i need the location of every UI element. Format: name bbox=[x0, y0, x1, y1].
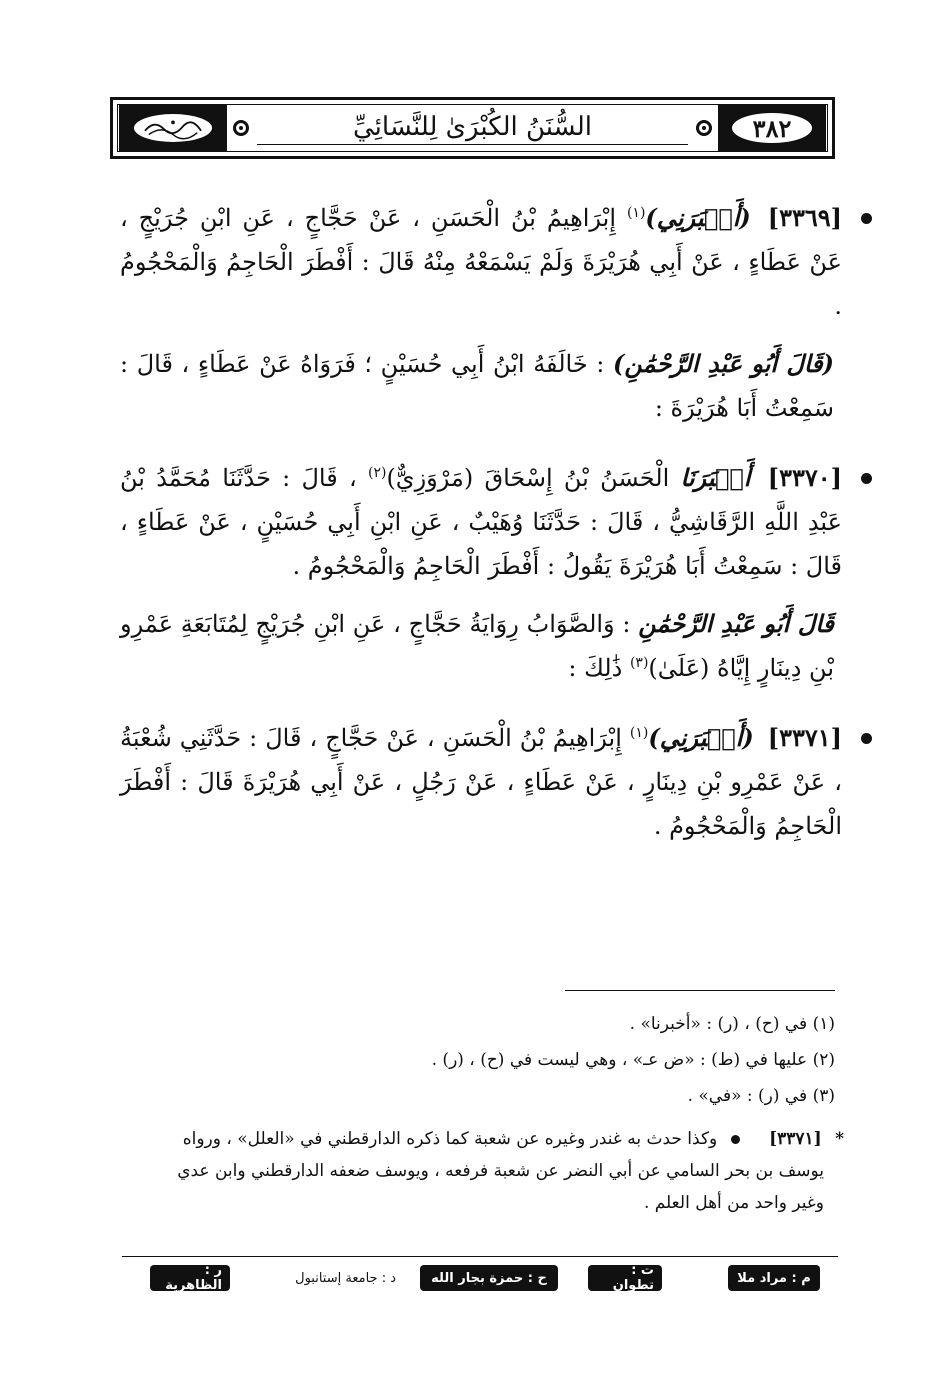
hadith-number: [٣٣٦٩] bbox=[767, 203, 842, 232]
hadith-text: وَالْمَحْجُومُ . bbox=[653, 812, 767, 840]
hadith-number: [٣٣٧١] bbox=[767, 723, 842, 752]
hadith-text: عَطَاءٍ ، عَنْ أَبِي هُرَيْرَةَ وَلَمْ يَسْمَعْهُ مِنْهُ قَالَ : أَفْطَرَ الْحَاجِمُ وَالْمَحْجُومُ . bbox=[120, 248, 842, 320]
comment-line: يوسف بن بحر السامي عن أبي النضر عن شعبة فرفعه ، ويوسف ضعفه الدارقطني وابن عدي bbox=[177, 1161, 824, 1181]
editor-comment bbox=[120, 1123, 842, 1219]
legend-badge-t: ت : تطوان bbox=[588, 1265, 662, 1291]
hadith-text: إِبْرَاهِيمُ بْنُ الْحَسَنِ ، عَنْ حَجَّاجٍ ، قَالَ : حَدَّثَنِي شُعْبَةُ ، bbox=[120, 724, 842, 796]
footnote-1: (١) في (ح) ، (ر) : «أخبرنا» . bbox=[629, 1014, 835, 1034]
legend-badge-r: ر : الظاهرية bbox=[150, 1265, 230, 1291]
footnote-3: (٣) في (ر) : «في» . bbox=[687, 1086, 835, 1106]
comment-line bbox=[120, 1123, 844, 1155]
footnote-marker: (١) bbox=[629, 725, 649, 741]
hadith-text: ، قَالَ : حَدَّثَنَا مُحَمَّدُ بْنُ bbox=[120, 464, 357, 492]
hadith-text: عَنْ عَمْرِو بْنِ دِينَارٍ ، عَنْ عَطَاءٍ ، عَنْ رَجُلٍ ، عَنْ أَبِي هُرَيْرَةَ قَالَ : أَفْطَرَ الْحَاجِمُ bbox=[120, 768, 842, 840]
footnote-marker: (٣) bbox=[629, 655, 649, 671]
note-text: أَبَا هُرَيْرَةَ : bbox=[654, 394, 758, 422]
hadith-text: سَمِعْتُ أَبَا هُرَيْرَةَ يَقُولُ : أَفْطَرَ الْحَاجِمُ وَالْمَحْجُومُ . bbox=[292, 552, 783, 580]
footnote-2: (٢) عليها في (ط) : «ض عـ» ، وهي ليست في (ح) ، (ر) . bbox=[431, 1050, 835, 1070]
note-text: ذَٰلِكَ : bbox=[568, 654, 623, 682]
hadith-3369 bbox=[120, 196, 842, 328]
comment-line: وغير واحد من أهل العلم . bbox=[643, 1193, 824, 1213]
page-header bbox=[110, 97, 835, 159]
hadith-text: عَبْدِ اللَّهِ الرَّقَاشِيُّ ، قَالَ : حَدَّثَنَا وُهَيْبٌ ، عَنِ ابْنِ أَبِي حُسَيْنٍ ، عَنْ عَطَاءٍ ، قَالَ : bbox=[120, 508, 842, 580]
note-text: : خَالَفَهُ ابْنُ أَبِي حُسَيْنٍ ؛ فَرَوَاهُ عَنْ عَطَاءٍ ، قَالَ : سَمِعْتُ bbox=[120, 350, 834, 422]
comment-star: * bbox=[835, 1129, 844, 1149]
footnote-marker: (١) bbox=[626, 205, 646, 221]
footnotes bbox=[300, 1006, 835, 1114]
hadith-intro: (أَخۡبَرَنِي) bbox=[648, 723, 754, 752]
bullet-icon bbox=[861, 733, 872, 744]
note-intro: (قَالَ أَبُو عَبْدِ الرَّحْمَٰنِ) bbox=[612, 349, 835, 378]
hadith-3370 bbox=[120, 456, 842, 588]
book-seal-icon bbox=[132, 112, 214, 144]
note-text: : وَالصَّوَابُ رِوَايَةُ حَجَّاجٍ ، عَنِ ابْنِ جُرَيْجٍ لِمُتَابَعَةِ bbox=[180, 610, 631, 638]
bullet-icon bbox=[861, 473, 872, 484]
note-3369 bbox=[120, 342, 842, 430]
note-3370 bbox=[120, 602, 842, 690]
bullet-icon bbox=[861, 213, 872, 224]
legend-badge-h: ح : حمزة بجار الله bbox=[420, 1265, 558, 1291]
bullet-icon bbox=[731, 1135, 740, 1144]
page-number: ٣٨٢ bbox=[730, 111, 814, 145]
legend-badge-m: م : مراد ملا bbox=[728, 1265, 820, 1291]
hadith-intro: أَخۡبَرَنَا bbox=[680, 463, 751, 492]
ornament-knot-icon bbox=[696, 120, 712, 136]
footnote-divider bbox=[565, 990, 835, 991]
note-text: عَمْرِو بْنِ دِينَارٍ إِيَّاهُ (عَلَىٰ) bbox=[120, 610, 834, 682]
legend-divider bbox=[122, 1256, 838, 1257]
hadith-number: [٣٣٧٠] bbox=[767, 463, 842, 492]
main-text bbox=[120, 196, 842, 862]
note-intro: قَالَ أَبُو عَبْدِ الرَّحْمَٰنِ bbox=[638, 609, 834, 638]
book-seal-block bbox=[119, 105, 227, 151]
ornament-knot-icon bbox=[233, 120, 249, 136]
comment-text: وكذا حدث به غندر وغيره عن شعبة كما ذكره الدارقطني في «العلل» ، ورواه bbox=[182, 1129, 718, 1149]
page-number-block bbox=[718, 105, 826, 151]
book-title: السُّنَنُ الكُبْرَىٰ لِلنَّسَائِيِّ bbox=[257, 112, 688, 145]
hadith-intro: (أَخۡبَرَنِي) bbox=[645, 203, 751, 232]
hadith-3371 bbox=[120, 716, 842, 848]
hadith-text: الْحَسَنُ بْنُ إِسْحَاقَ (مَرْوَزِيٌّ) bbox=[386, 464, 670, 492]
comment-number: [٣٣٧١] bbox=[769, 1129, 822, 1149]
footnote-marker: (٢) bbox=[367, 465, 387, 481]
manuscript-legend bbox=[150, 1265, 820, 1291]
hadith-text: إِبْرَاهِيمُ بْنُ الْحَسَنِ ، عَنْ حَجَّاجٍ ، عَنِ ابْنِ جُرَيْجٍ ، عَنْ bbox=[120, 204, 842, 276]
legend-item-d: د : جامعة إستانبول bbox=[295, 1270, 396, 1286]
